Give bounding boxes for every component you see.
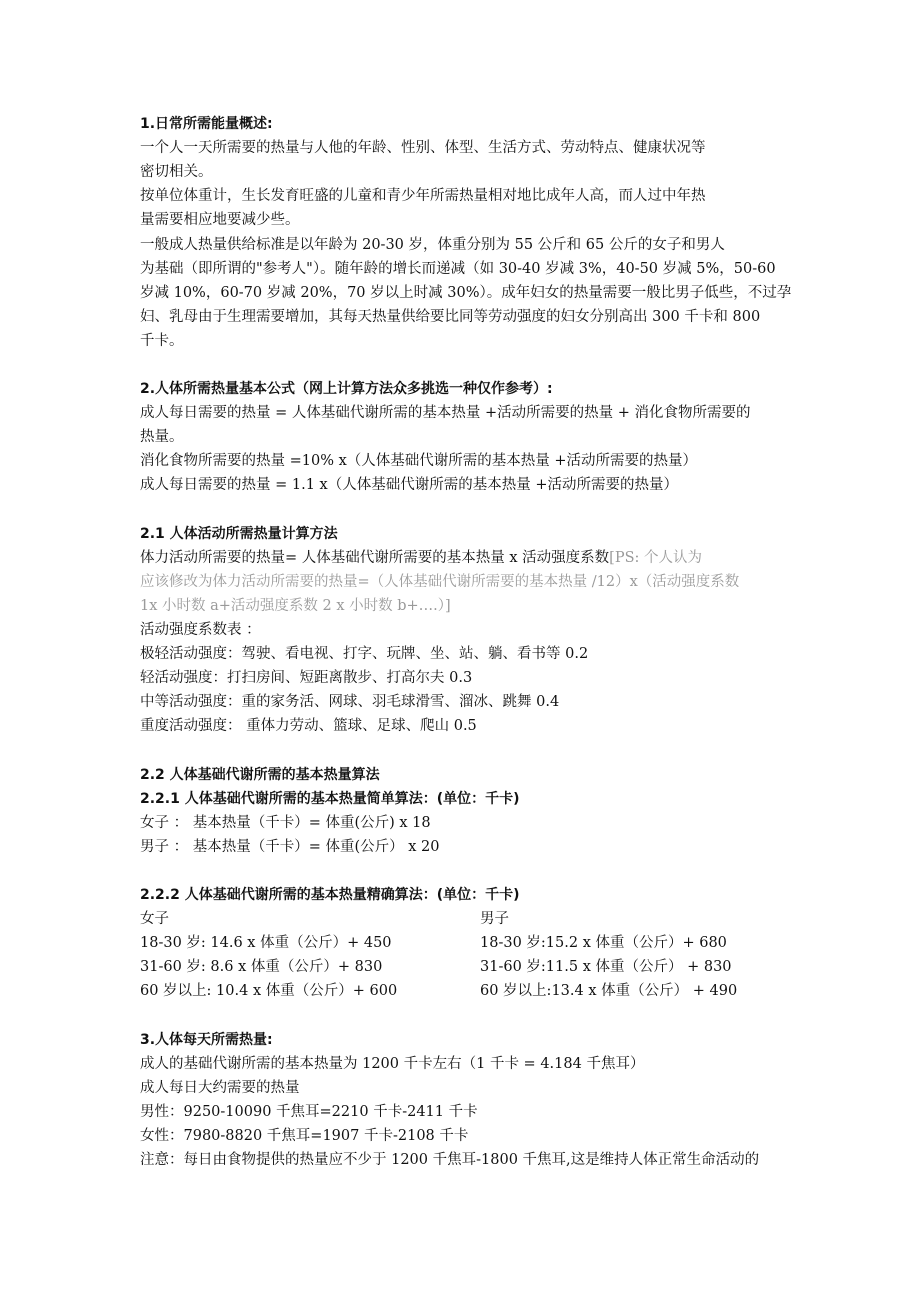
paragraph-line: 量需要相应地要减少些。 — [140, 212, 300, 228]
female-formula-row: 31-60 岁: 8.6 x 体重（公斤）+ 830 — [140, 959, 383, 975]
coefficient-row: 轻活动强度：打扫房间、短距离散步、打高尔夫 0.3 — [140, 670, 473, 686]
formula-line: 消化食物所需要的热量 =10% x（人体基础代谢所需的基本热量 +活动所需要的热量） — [140, 453, 698, 469]
formula-line: 热量。 — [140, 429, 184, 445]
female-formula-row: 60 岁以上: 10.4 x 体重（公斤）+ 600 — [140, 983, 398, 999]
info-line: 成人的基础代谢所需的基本热量为 1200 千卡左右（1 千卡 = 4.184 千焦耳） — [140, 1056, 645, 1072]
section-1-heading: 1.日常所需能量概述: — [140, 116, 273, 132]
formula-line: 成人每日需要的热量 = 1.1 x（人体基础代谢所需的基本热量 +活动所需要的热量） — [140, 477, 678, 493]
paragraph-line: 按单位体重计，生长发育旺盛的儿童和青少年所需热量相对地比成年人高，而人过中年热 — [140, 188, 706, 204]
section-2-1-heading: 2.1 人体活动所需热量计算方法 — [140, 526, 338, 542]
section-2-2-2-heading: 2.2.2 人体基础代谢所需的基本热量精确算法：(单位：千卡) — [140, 887, 520, 903]
coefficient-row: 重度活动强度： 重体力劳动、篮球、足球、爬山 0.5 — [140, 718, 477, 734]
paragraph-line: 妇、乳母由于生理需要增加，其每天热量供给要比同等劳动强度的妇女分别高出 300 千卡和 800 — [140, 309, 761, 325]
ps-note-line: 1x 小时数 a+活动强度系数 2 x 小时数 b+….）] — [140, 598, 451, 614]
paragraph-line: 密切相关。 — [140, 164, 213, 180]
section-3-heading: 3.人体每天所需热量: — [140, 1032, 273, 1048]
paragraph-line: 千卡。 — [140, 333, 184, 349]
info-line: 女性：7980-8820 千焦耳=1907 千卡-2108 千卡 — [140, 1128, 469, 1144]
male-formula-row: 60 岁以上:13.4 x 体重（公斤） + 490 — [480, 983, 738, 999]
coefficient-row: 极轻活动强度：驾驶、看电视、打字、玩牌、坐、站、躺、看书等 0.2 — [140, 646, 589, 662]
paragraph-line: 一个人一天所需要的热量与人他的年龄、性别、体型、生活方式、劳动特点、健康状况等 — [140, 140, 706, 156]
section-2-2-heading: 2.2 人体基础代谢所需的基本热量算法 — [140, 767, 380, 783]
female-formula-row: 18-30 岁: 14.6 x 体重（公斤）+ 450 — [140, 935, 392, 951]
coefficient-table-title: 活动强度系数表 ： — [140, 622, 261, 638]
activity-formula-text: 体力活动所需要的热量= 人体基础代谢所需要的基本热量 x 活动强度系数 — [140, 550, 610, 566]
male-column-label: 男子 — [480, 911, 509, 927]
formula-line: 成人每日需要的热量 = 人体基础代谢所需的基本热量 +活动所需要的热量 + 消化食物所需要的 — [140, 405, 751, 421]
female-column-label: 女子 — [140, 911, 169, 927]
info-line: 成人每日大约需要的热量 — [140, 1080, 300, 1096]
paragraph-line: 为基础（即所谓的"参考人"）。随年龄的增长而递减（如 30-40 岁减 3%，40-50 岁减 5%，50-60 — [140, 261, 776, 277]
activity-formula — [140, 548, 702, 568]
section-2-heading: 2.人体所需热量基本公式（网上计算方法众多挑选一种仅作参考）: — [140, 381, 553, 397]
paragraph-line: 一般成人热量供给标准是以年龄为 20-30 岁，体重分别为 55 公斤和 65 公斤的女子和男人 — [140, 237, 725, 253]
section-2-2-1-heading: 2.2.1 人体基础代谢所需的基本热量简单算法：(单位：千卡) — [140, 791, 520, 807]
male-formula-row: 31-60 岁:11.5 x 体重（公斤） + 830 — [480, 959, 732, 975]
info-line: 注意：每日由食物提供的热量应不少于 1200 千焦耳-1800 千焦耳,这是维持人体正常生命活动的 — [140, 1152, 760, 1168]
paragraph-line: 岁减 10%，60-70 岁减 20%，70 岁以上时减 30%）。成年妇女的热量需要一般比男子低些，不过孕 — [140, 285, 792, 301]
male-formula-row: 18-30 岁:15.2 x 体重（公斤）+ 680 — [480, 935, 727, 951]
coefficient-row: 中等活动强度：重的家务活、网球、羽毛球滑雪、溜冰、跳舞 0.4 — [140, 694, 560, 710]
info-line: 男性：9250-10090 千焦耳=2210 千卡-2411 千卡 — [140, 1104, 478, 1120]
male-simple-formula: 男子 ： 基本热量（千卡）= 体重(公斤） x 20 — [140, 839, 440, 855]
female-simple-formula: 女子 ： 基本热量（千卡）= 体重(公斤) x 18 — [140, 815, 431, 831]
ps-note: [PS: 个人认为 — [609, 550, 702, 566]
ps-note-line: 应该修改为体力活动所需要的热量=（人体基础代谢所需要的基本热量 /12）x（活动强度系数 — [140, 574, 740, 590]
